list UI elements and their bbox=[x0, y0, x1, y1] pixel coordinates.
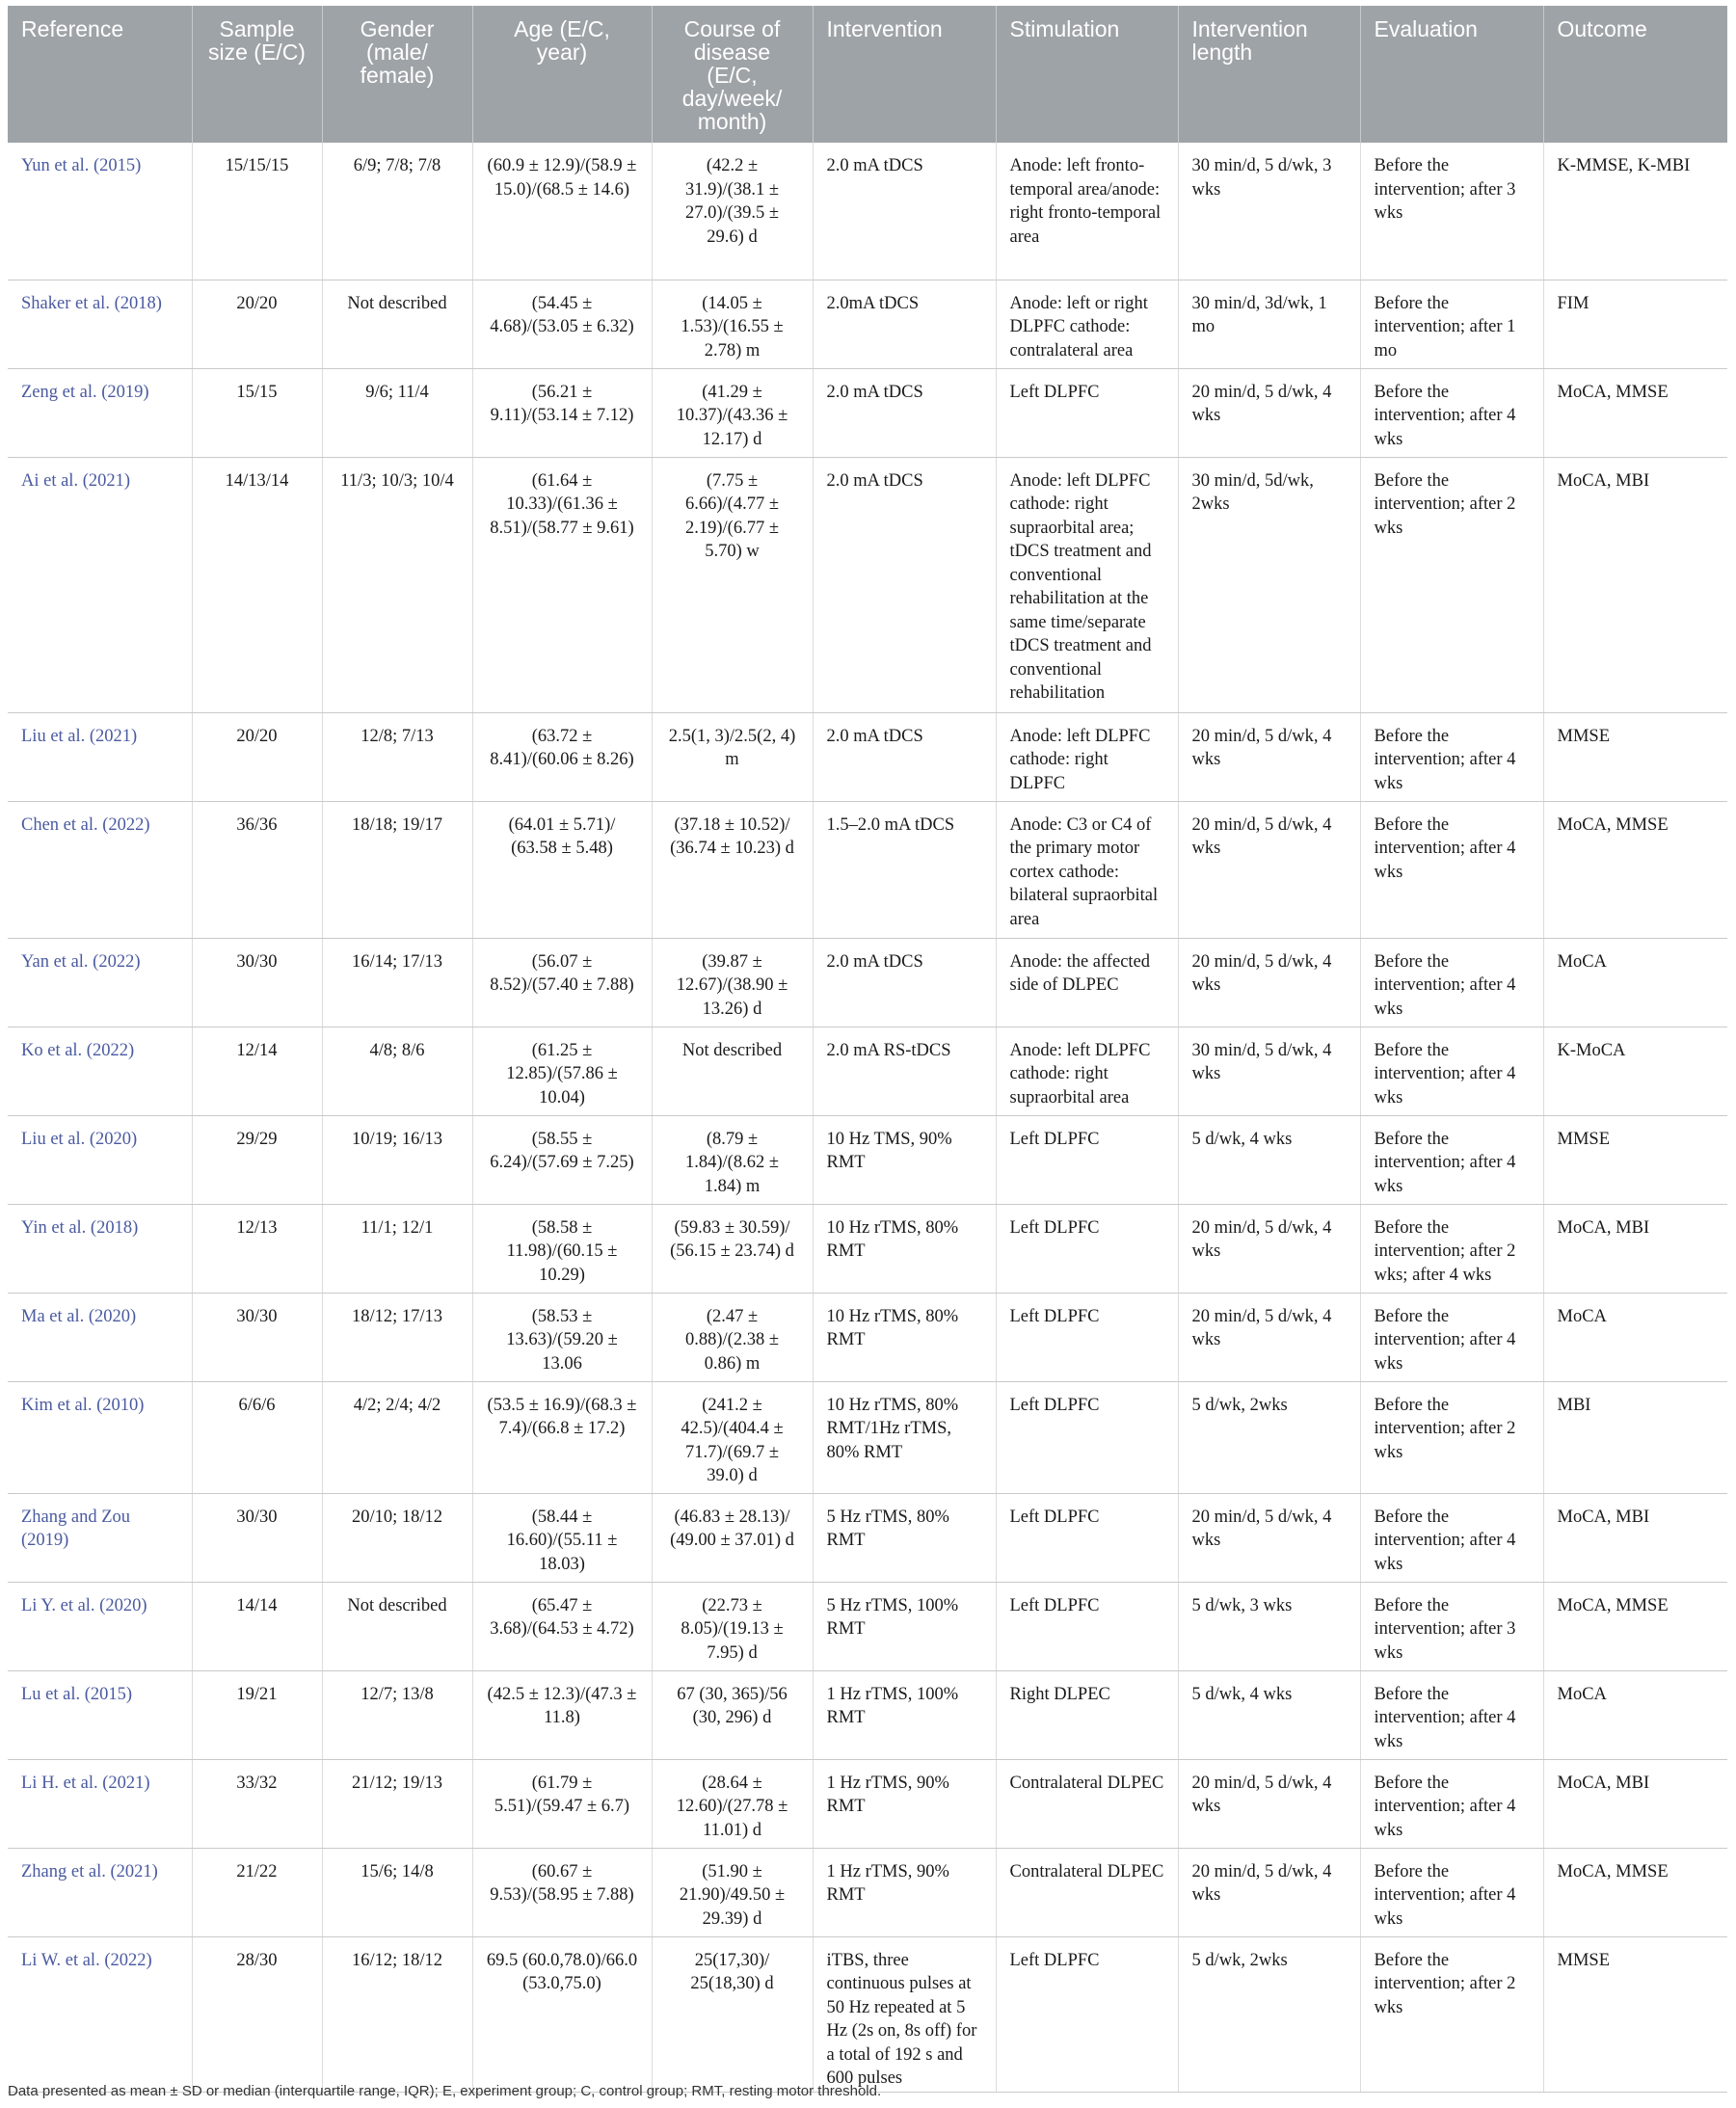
sample-size-cell: 19/21 bbox=[192, 1670, 322, 1759]
study-characteristics-table-wrapper bbox=[8, 6, 1727, 2093]
gender-cell: 18/12; 17/13 bbox=[322, 1293, 472, 1381]
study-characteristics-table bbox=[8, 6, 1727, 2093]
age-cell: (58.53 ± 13.63)/(59.20 ± 13.06 bbox=[472, 1293, 652, 1381]
outcome-cell: MoCA bbox=[1543, 1293, 1727, 1381]
table-row bbox=[8, 1381, 1727, 1493]
reference-link[interactable]: Liu et al. (2021) bbox=[8, 712, 192, 801]
reference-link[interactable]: Shaker et al. (2018) bbox=[8, 280, 192, 368]
intervention-cell: 10 Hz rTMS, 80% RMT bbox=[813, 1293, 996, 1381]
age-cell: (58.44 ± 16.60)/(55.11 ± 18.03) bbox=[472, 1493, 652, 1582]
stimulation-cell: Left DLPFC bbox=[996, 1293, 1178, 1381]
header-sample-size: Sample size (E/C) bbox=[192, 6, 322, 143]
reference-link[interactable]: Li W. et al. (2022) bbox=[8, 1936, 192, 2092]
table-footnote: Data presented as mean ± SD or median (interquartile range, IQR); E, experiment group; C, control group; RMT, resting motor threshold. bbox=[8, 2083, 882, 2099]
outcome-cell: MMSE bbox=[1543, 1115, 1727, 1204]
age-cell: (60.9 ± 12.9)/(58.9 ± 15.0)/(68.5 ± 14.6) bbox=[472, 143, 652, 280]
outcome-cell: MoCA, MMSE bbox=[1543, 801, 1727, 938]
intervention-cell: 10 Hz rTMS, 80% RMT/1Hz rTMS, 80% RMT bbox=[813, 1381, 996, 1493]
stimulation-cell: Anode: C3 or C4 of the primary motor cortex cathode: bilateral supraorbital area bbox=[996, 801, 1178, 938]
length-cell: 20 min/d, 5 d/wk, 4 wks bbox=[1178, 1848, 1360, 1936]
header-intervention-length: Intervention length bbox=[1178, 6, 1360, 143]
course-cell: (241.2 ± 42.5)/(404.4 ± 71.7)/(69.7 ± 39.0) d bbox=[652, 1381, 813, 1493]
course-cell: (28.64 ± 12.60)/(27.78 ± 11.01) d bbox=[652, 1759, 813, 1848]
evaluation-cell: Before the intervention; after 1 mo bbox=[1360, 280, 1543, 368]
reference-link[interactable]: Zhang and Zou (2019) bbox=[8, 1493, 192, 1582]
sample-size-cell: 12/13 bbox=[192, 1204, 322, 1293]
length-cell: 20 min/d, 5 d/wk, 4 wks bbox=[1178, 1293, 1360, 1381]
sample-size-cell: 30/30 bbox=[192, 1293, 322, 1381]
intervention-cell: 5 Hz rTMS, 80% RMT bbox=[813, 1493, 996, 1582]
age-cell: (53.5 ± 16.9)/(68.3 ± 7.4)/(66.8 ± 17.2) bbox=[472, 1381, 652, 1493]
course-cell: 25(17,30)/ 25(18,30) d bbox=[652, 1936, 813, 2092]
outcome-cell: MoCA, MMSE bbox=[1543, 1848, 1727, 1936]
intervention-cell: 2.0 mA tDCS bbox=[813, 712, 996, 801]
sample-size-cell: 29/29 bbox=[192, 1115, 322, 1204]
length-cell: 20 min/d, 5 d/wk, 4 wks bbox=[1178, 1493, 1360, 1582]
course-cell: (41.29 ± 10.37)/(43.36 ± 12.17) d bbox=[652, 368, 813, 457]
evaluation-cell: Before the intervention; after 4 wks bbox=[1360, 1115, 1543, 1204]
table-header bbox=[8, 6, 1727, 143]
table-row bbox=[8, 1204, 1727, 1293]
intervention-cell: 2.0mA tDCS bbox=[813, 280, 996, 368]
sample-size-cell: 20/20 bbox=[192, 712, 322, 801]
sample-size-cell: 14/14 bbox=[192, 1582, 322, 1670]
header-intervention: Intervention bbox=[813, 6, 996, 143]
reference-link[interactable]: Li H. et al. (2021) bbox=[8, 1759, 192, 1848]
stimulation-cell: Left DLPFC bbox=[996, 1204, 1178, 1293]
length-cell: 20 min/d, 5 d/wk, 4 wks bbox=[1178, 368, 1360, 457]
intervention-cell: 1 Hz rTMS, 90% RMT bbox=[813, 1759, 996, 1848]
outcome-cell: MoCA bbox=[1543, 1670, 1727, 1759]
stimulation-cell: Anode: left DLPFC cathode: right supraorbital area bbox=[996, 1027, 1178, 1115]
gender-cell: 11/1; 12/1 bbox=[322, 1204, 472, 1293]
evaluation-cell: Before the intervention; after 4 wks bbox=[1360, 1293, 1543, 1381]
course-cell: 67 (30, 365)/56 (30, 296) d bbox=[652, 1670, 813, 1759]
length-cell: 30 min/d, 5 d/wk, 3 wks bbox=[1178, 143, 1360, 280]
course-cell: (22.73 ± 8.05)/(19.13 ± 7.95) d bbox=[652, 1582, 813, 1670]
stimulation-cell: Left DLPFC bbox=[996, 1115, 1178, 1204]
sample-size-cell: 30/30 bbox=[192, 1493, 322, 1582]
course-cell: (37.18 ± 10.52)/ (36.74 ± 10.23) d bbox=[652, 801, 813, 938]
length-cell: 5 d/wk, 4 wks bbox=[1178, 1115, 1360, 1204]
reference-link[interactable]: Liu et al. (2020) bbox=[8, 1115, 192, 1204]
table-row bbox=[8, 457, 1727, 712]
length-cell: 30 min/d, 5d/wk, 2wks bbox=[1178, 457, 1360, 712]
gender-cell: 9/6; 11/4 bbox=[322, 368, 472, 457]
intervention-cell: 2.0 mA RS-tDCS bbox=[813, 1027, 996, 1115]
course-cell: (46.83 ± 28.13)/ (49.00 ± 37.01) d bbox=[652, 1493, 813, 1582]
outcome-cell: MBI bbox=[1543, 1381, 1727, 1493]
sample-size-cell: 21/22 bbox=[192, 1848, 322, 1936]
reference-link[interactable]: Yan et al. (2022) bbox=[8, 938, 192, 1027]
reference-link[interactable]: Kim et al. (2010) bbox=[8, 1381, 192, 1493]
outcome-cell: MoCA, MMSE bbox=[1543, 368, 1727, 457]
evaluation-cell: Before the intervention; after 2 wks; after 4 wks bbox=[1360, 1204, 1543, 1293]
header-row bbox=[8, 6, 1727, 143]
stimulation-cell: Contralateral DLPEC bbox=[996, 1848, 1178, 1936]
gender-cell: 16/12; 18/12 bbox=[322, 1936, 472, 2092]
table-row bbox=[8, 1293, 1727, 1381]
table-row bbox=[8, 1493, 1727, 1582]
reference-link[interactable]: Ma et al. (2020) bbox=[8, 1293, 192, 1381]
age-cell: (58.58 ± 11.98)/(60.15 ± 10.29) bbox=[472, 1204, 652, 1293]
age-cell: (63.72 ± 8.41)/(60.06 ± 8.26) bbox=[472, 712, 652, 801]
length-cell: 20 min/d, 5 d/wk, 4 wks bbox=[1178, 801, 1360, 938]
table-row bbox=[8, 143, 1727, 280]
age-cell: (65.47 ± 3.68)/(64.53 ± 4.72) bbox=[472, 1582, 652, 1670]
evaluation-cell: Before the intervention; after 4 wks bbox=[1360, 938, 1543, 1027]
reference-link[interactable]: Yun et al. (2015) bbox=[8, 143, 192, 280]
course-cell: (14.05 ± 1.53)/(16.55 ± 2.78) m bbox=[652, 280, 813, 368]
gender-cell: 6/9; 7/8; 7/8 bbox=[322, 143, 472, 280]
table-row bbox=[8, 1115, 1727, 1204]
intervention-cell: 10 Hz rTMS, 80% RMT bbox=[813, 1204, 996, 1293]
table-row bbox=[8, 1759, 1727, 1848]
outcome-cell: MoCA, MBI bbox=[1543, 1493, 1727, 1582]
course-cell: 2.5(1, 3)/2.5(2, 4) m bbox=[652, 712, 813, 801]
evaluation-cell: Before the intervention; after 4 wks bbox=[1360, 1493, 1543, 1582]
table-row bbox=[8, 801, 1727, 938]
stimulation-cell: Left DLPFC bbox=[996, 1936, 1178, 2092]
length-cell: 5 d/wk, 4 wks bbox=[1178, 1670, 1360, 1759]
age-cell: (61.79 ± 5.51)/(59.47 ± 6.7) bbox=[472, 1759, 652, 1848]
evaluation-cell: Before the intervention; after 2 wks bbox=[1360, 457, 1543, 712]
evaluation-cell: Before the intervention; after 4 wks bbox=[1360, 368, 1543, 457]
outcome-cell: FIM bbox=[1543, 280, 1727, 368]
header-gender: Gender (male/ female) bbox=[322, 6, 472, 143]
outcome-cell: K-MoCA bbox=[1543, 1027, 1727, 1115]
gender-cell: 18/18; 19/17 bbox=[322, 801, 472, 938]
stimulation-cell: Left DLPFC bbox=[996, 1493, 1178, 1582]
table-row bbox=[8, 938, 1727, 1027]
intervention-cell: 2.0 mA tDCS bbox=[813, 143, 996, 280]
header-stimulation: Stimulation bbox=[996, 6, 1178, 143]
reference-link[interactable]: Ko et al. (2022) bbox=[8, 1027, 192, 1115]
outcome-cell: K-MMSE, K-MBI bbox=[1543, 143, 1727, 280]
reference-link[interactable]: Chen et al. (2022) bbox=[8, 801, 192, 938]
gender-cell: 16/14; 17/13 bbox=[322, 938, 472, 1027]
gender-cell: Not described bbox=[322, 280, 472, 368]
outcome-cell: MoCA bbox=[1543, 938, 1727, 1027]
reference-link[interactable]: Yin et al. (2018) bbox=[8, 1204, 192, 1293]
gender-cell: 10/19; 16/13 bbox=[322, 1115, 472, 1204]
table-row bbox=[8, 1582, 1727, 1670]
sample-size-cell: 6/6/6 bbox=[192, 1381, 322, 1493]
gender-cell: 11/3; 10/3; 10/4 bbox=[322, 457, 472, 712]
sample-size-cell: 33/32 bbox=[192, 1759, 322, 1848]
stimulation-cell: Anode: left fronto-temporal area/anode: right fronto-temporal area bbox=[996, 143, 1178, 280]
course-cell: Not described bbox=[652, 1027, 813, 1115]
sample-size-cell: 28/30 bbox=[192, 1936, 322, 2092]
outcome-cell: MoCA, MBI bbox=[1543, 1204, 1727, 1293]
evaluation-cell: Before the intervention; after 4 wks bbox=[1360, 1759, 1543, 1848]
header-evaluation: Evaluation bbox=[1360, 6, 1543, 143]
intervention-cell: 1 Hz rTMS, 90% RMT bbox=[813, 1848, 996, 1936]
course-cell: (39.87 ± 12.67)/(38.90 ± 13.26) d bbox=[652, 938, 813, 1027]
evaluation-cell: Before the intervention; after 3 wks bbox=[1360, 1582, 1543, 1670]
length-cell: 20 min/d, 5 d/wk, 4 wks bbox=[1178, 1204, 1360, 1293]
evaluation-cell: Before the intervention; after 4 wks bbox=[1360, 801, 1543, 938]
evaluation-cell: Before the intervention; after 4 wks bbox=[1360, 1027, 1543, 1115]
table-row bbox=[8, 368, 1727, 457]
table-row bbox=[8, 1848, 1727, 1936]
course-cell: (2.47 ± 0.88)/(2.38 ± 0.86) m bbox=[652, 1293, 813, 1381]
stimulation-cell: Contralateral DLPEC bbox=[996, 1759, 1178, 1848]
table-row bbox=[8, 1027, 1727, 1115]
intervention-cell: 1 Hz rTMS, 100% RMT bbox=[813, 1670, 996, 1759]
evaluation-cell: Before the intervention; after 2 wks bbox=[1360, 1381, 1543, 1493]
intervention-cell: 2.0 mA tDCS bbox=[813, 368, 996, 457]
gender-cell: 12/8; 7/13 bbox=[322, 712, 472, 801]
table-row bbox=[8, 712, 1727, 801]
length-cell: 5 d/wk, 2wks bbox=[1178, 1381, 1360, 1493]
evaluation-cell: Before the intervention; after 2 wks bbox=[1360, 1936, 1543, 2092]
age-cell: 69.5 (60.0,78.0)/66.0 (53.0,75.0) bbox=[472, 1936, 652, 2092]
outcome-cell: MoCA, MBI bbox=[1543, 457, 1727, 712]
length-cell: 20 min/d, 5 d/wk, 4 wks bbox=[1178, 1759, 1360, 1848]
sample-size-cell: 12/14 bbox=[192, 1027, 322, 1115]
table-body bbox=[8, 143, 1727, 2092]
stimulation-cell: Anode: the affected side of DLPEC bbox=[996, 938, 1178, 1027]
intervention-cell: 2.0 mA tDCS bbox=[813, 457, 996, 712]
reference-link[interactable]: Ai et al. (2021) bbox=[8, 457, 192, 712]
length-cell: 5 d/wk, 2wks bbox=[1178, 1936, 1360, 2092]
stimulation-cell: Left DLPFC bbox=[996, 368, 1178, 457]
course-cell: (8.79 ± 1.84)/(8.62 ± 1.84) m bbox=[652, 1115, 813, 1204]
gender-cell: 21/12; 19/13 bbox=[322, 1759, 472, 1848]
gender-cell: 20/10; 18/12 bbox=[322, 1493, 472, 1582]
intervention-cell: 1.5–2.0 mA tDCS bbox=[813, 801, 996, 938]
reference-link[interactable]: Zhang et al. (2021) bbox=[8, 1848, 192, 1936]
outcome-cell: MoCA, MBI bbox=[1543, 1759, 1727, 1848]
stimulation-cell: Anode: left DLPFC cathode: right DLPFC bbox=[996, 712, 1178, 801]
gender-cell: 4/8; 8/6 bbox=[322, 1027, 472, 1115]
course-cell: (59.83 ± 30.59)/ (56.15 ± 23.74) d bbox=[652, 1204, 813, 1293]
reference-link[interactable]: Li Y. et al. (2020) bbox=[8, 1582, 192, 1670]
gender-cell: 12/7; 13/8 bbox=[322, 1670, 472, 1759]
course-cell: (7.75 ± 6.66)/(4.77 ± 2.19)/(6.77 ± 5.70) w bbox=[652, 457, 813, 712]
age-cell: (60.67 ± 9.53)/(58.95 ± 7.88) bbox=[472, 1848, 652, 1936]
length-cell: 5 d/wk, 3 wks bbox=[1178, 1582, 1360, 1670]
sample-size-cell: 14/13/14 bbox=[192, 457, 322, 712]
age-cell: (54.45 ± 4.68)/(53.05 ± 6.32) bbox=[472, 280, 652, 368]
age-cell: (64.01 ± 5.71)/ (63.58 ± 5.48) bbox=[472, 801, 652, 938]
outcome-cell: MMSE bbox=[1543, 712, 1727, 801]
intervention-cell: 2.0 mA tDCS bbox=[813, 938, 996, 1027]
reference-link[interactable]: Zeng et al. (2019) bbox=[8, 368, 192, 457]
age-cell: (56.07 ± 8.52)/(57.40 ± 7.88) bbox=[472, 938, 652, 1027]
gender-cell: Not described bbox=[322, 1582, 472, 1670]
stimulation-cell: Left DLPFC bbox=[996, 1381, 1178, 1493]
outcome-cell: MoCA, MMSE bbox=[1543, 1582, 1727, 1670]
table-row bbox=[8, 280, 1727, 368]
stimulation-cell: Left DLPFC bbox=[996, 1582, 1178, 1670]
outcome-cell: MMSE bbox=[1543, 1936, 1727, 2092]
header-reference: Reference bbox=[8, 6, 192, 143]
header-outcome: Outcome bbox=[1543, 6, 1727, 143]
intervention-cell: iTBS, three continuous pulses at 50 Hz repeated at 5 Hz (2s on, 8s off) for a total of 192 s and 600 pulses bbox=[813, 1936, 996, 2092]
course-cell: (51.90 ± 21.90)/49.50 ± 29.39) d bbox=[652, 1848, 813, 1936]
sample-size-cell: 15/15/15 bbox=[192, 143, 322, 280]
sample-size-cell: 30/30 bbox=[192, 938, 322, 1027]
course-cell: (42.2 ± 31.9)/(38.1 ± 27.0)/(39.5 ± 29.6) d bbox=[652, 143, 813, 280]
age-cell: (61.25 ± 12.85)/(57.86 ± 10.04) bbox=[472, 1027, 652, 1115]
length-cell: 30 min/d, 3d/wk, 1 mo bbox=[1178, 280, 1360, 368]
intervention-cell: 10 Hz TMS, 90% RMT bbox=[813, 1115, 996, 1204]
intervention-cell: 5 Hz rTMS, 100% RMT bbox=[813, 1582, 996, 1670]
evaluation-cell: Before the intervention; after 3 wks bbox=[1360, 143, 1543, 280]
age-cell: (58.55 ± 6.24)/(57.69 ± 7.25) bbox=[472, 1115, 652, 1204]
age-cell: (61.64 ± 10.33)/(61.36 ± 8.51)/(58.77 ± 9.61) bbox=[472, 457, 652, 712]
stimulation-cell: Right DLPEC bbox=[996, 1670, 1178, 1759]
age-cell: (42.5 ± 12.3)/(47.3 ± 11.8) bbox=[472, 1670, 652, 1759]
reference-link[interactable]: Lu et al. (2015) bbox=[8, 1670, 192, 1759]
sample-size-cell: 36/36 bbox=[192, 801, 322, 938]
length-cell: 20 min/d, 5 d/wk, 4 wks bbox=[1178, 712, 1360, 801]
evaluation-cell: Before the intervention; after 4 wks bbox=[1360, 1670, 1543, 1759]
sample-size-cell: 15/15 bbox=[192, 368, 322, 457]
header-age: Age (E/C, year) bbox=[472, 6, 652, 143]
sample-size-cell: 20/20 bbox=[192, 280, 322, 368]
gender-cell: 15/6; 14/8 bbox=[322, 1848, 472, 1936]
length-cell: 20 min/d, 5 d/wk, 4 wks bbox=[1178, 938, 1360, 1027]
evaluation-cell: Before the intervention; after 4 wks bbox=[1360, 1848, 1543, 1936]
length-cell: 30 min/d, 5 d/wk, 4 wks bbox=[1178, 1027, 1360, 1115]
age-cell: (56.21 ± 9.11)/(53.14 ± 7.12) bbox=[472, 368, 652, 457]
table-row bbox=[8, 1936, 1727, 2092]
evaluation-cell: Before the intervention; after 4 wks bbox=[1360, 712, 1543, 801]
header-course-of-disease: Course of disease (E/C, day/week/ month) bbox=[652, 6, 813, 143]
stimulation-cell: Anode: left DLPFC cathode: right supraorbital area; tDCS treatment and conventional rehabilitation at the same time/separate tDCS treatment and conventional rehabilitation bbox=[996, 457, 1178, 712]
table-row bbox=[8, 1670, 1727, 1759]
gender-cell: 4/2; 2/4; 4/2 bbox=[322, 1381, 472, 1493]
stimulation-cell: Anode: left or right DLPFC cathode: contralateral area bbox=[996, 280, 1178, 368]
